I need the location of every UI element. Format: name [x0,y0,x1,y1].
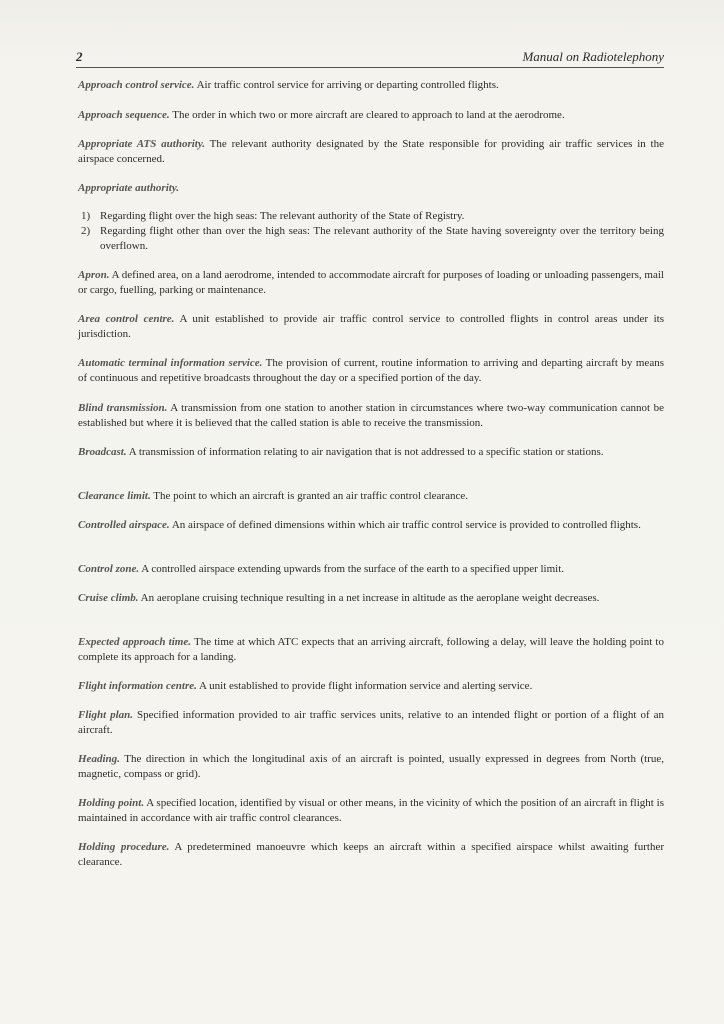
entry-term: Apron. [78,269,110,281]
entry-term: Control zone. [78,563,140,575]
entry-term: Approach sequence. [78,109,170,121]
entry-term: Appropriate authority. [78,182,180,194]
list-item-number: 2) [81,225,91,237]
running-title: Manual on Radiotelephony [522,49,664,64]
entry-term: Expected approach time. [78,636,191,648]
list-item [78,224,664,254]
glossary-entry [78,401,664,431]
entry-definition: An aeroplane cruising technique resulting in a net increase in altitude as the aeroplane weight decreases. [140,592,600,604]
list-item-number: 1) [81,210,91,222]
glossary-entry [78,752,664,782]
entry-term: Approach control service. [78,79,195,91]
glossary-entry [78,518,664,533]
entry-term: Clearance limit. [78,490,151,502]
list-item-text: Regarding flight other than over the high seas: The relevant authority of the State having sovereignty over the territory being overflown. [100,225,664,252]
entry-definition: Air traffic control service for arriving or departing controlled flights. [196,79,499,91]
glossary-entry [78,356,664,386]
entry-definition: The direction in which the longitudinal axis of an aircraft is pointed, usually expressed in degrees from North (true, magnetic, compass or grid). [78,753,664,780]
glossary-entry [78,268,664,298]
glossary-entry [78,181,664,196]
entry-definition: A unit established to provide flight information service and alerting service. [199,680,533,692]
entry-term: Cruise climb. [78,592,139,604]
entry-term: Appropriate ATS authority. [78,138,206,150]
list-item [78,209,664,224]
entry-definition: The relevant authority designated by the State responsible for providing air traffic services in the airspace concerned. [78,138,664,165]
glossary-entry [78,445,664,460]
glossary-entry [78,708,664,738]
entry-term: Blind transmission. [78,402,168,414]
entry-definition: A specified location, identified by visual or other means, in the vicinity of which the position of an aircraft in flight is maintained in accordance with air traffic control clearances. [78,797,664,824]
glossary-entry [78,78,664,93]
entry-definition: A transmission of information relating to air navigation that is not addressed to a specific station or stations. [128,446,604,458]
entry-term: Flight information centre. [78,680,197,692]
glossary-entry [78,489,664,504]
entry-term: Heading. [78,753,120,765]
entry-term: Automatic terminal information service. [78,357,263,369]
entry-definition: Specified information provided to air traffic services units, relative to an intended flight or portion of a flight of an aircraft. [78,709,664,736]
entry-definition: The provision of current, routine information to arriving and departing aircraft by means of continuous and repetitive broadcasts throughout the day or a specified portion of the day. [78,357,664,384]
page-number: 2 [76,49,83,64]
entry-term: Area control centre. [78,313,175,325]
page-header [76,49,664,68]
entry-definition: The time at which ATC expects that an arriving aircraft, following a delay, will leave the holding point to complete its approach for a landing. [78,636,664,663]
list-item-text: Regarding flight over the high seas: The relevant authority of the State of Registry. [100,210,465,222]
glossary-entry [78,312,664,342]
entry-definition: A unit established to provide air traffic control service to controlled flights in control areas under its jurisdiction. [78,313,664,340]
glossary-entry [78,840,664,870]
glossary-entry [78,591,664,606]
entry-term: Controlled airspace. [78,519,170,531]
entry-definition: A transmission from one station to another station in circumstances where two-way communication cannot be established but where it is believed that the called station is able to receive the transmission. [78,402,664,429]
entry-definition: A defined area, on a land aerodrome, intended to accommodate aircraft for purposes of loading or unloading passengers, mail or cargo, fuelling, parking or maintenance. [78,269,664,296]
glossary-entry [78,796,664,826]
glossary-entry [78,679,664,694]
entry-term: Broadcast. [78,446,127,458]
entry-term: Holding procedure. [78,841,170,853]
glossary-entry [78,562,664,577]
entry-definition: The point to which an aircraft is granted an air traffic control clearance. [153,490,468,502]
entry-definition: A controlled airspace extending upwards from the surface of the earth to a specified upper limit. [141,563,565,575]
glossary-entry [78,108,664,123]
entry-definition: The order in which two or more aircraft are cleared to approach to land at the aerodrome. [172,109,565,121]
entry-term: Holding point. [78,797,145,809]
entry-definition: An airspace of defined dimensions within which air traffic control service is provided to controlled flights. [171,519,641,531]
appropriate-authority-list [78,209,664,254]
glossary-entry [78,137,664,167]
entry-definition: A predetermined manoeuvre which keeps an aircraft within a specified airspace whilst awaiting further clearance. [78,841,664,868]
entry-term: Flight plan. [78,709,134,721]
glossary-entry [78,635,664,665]
